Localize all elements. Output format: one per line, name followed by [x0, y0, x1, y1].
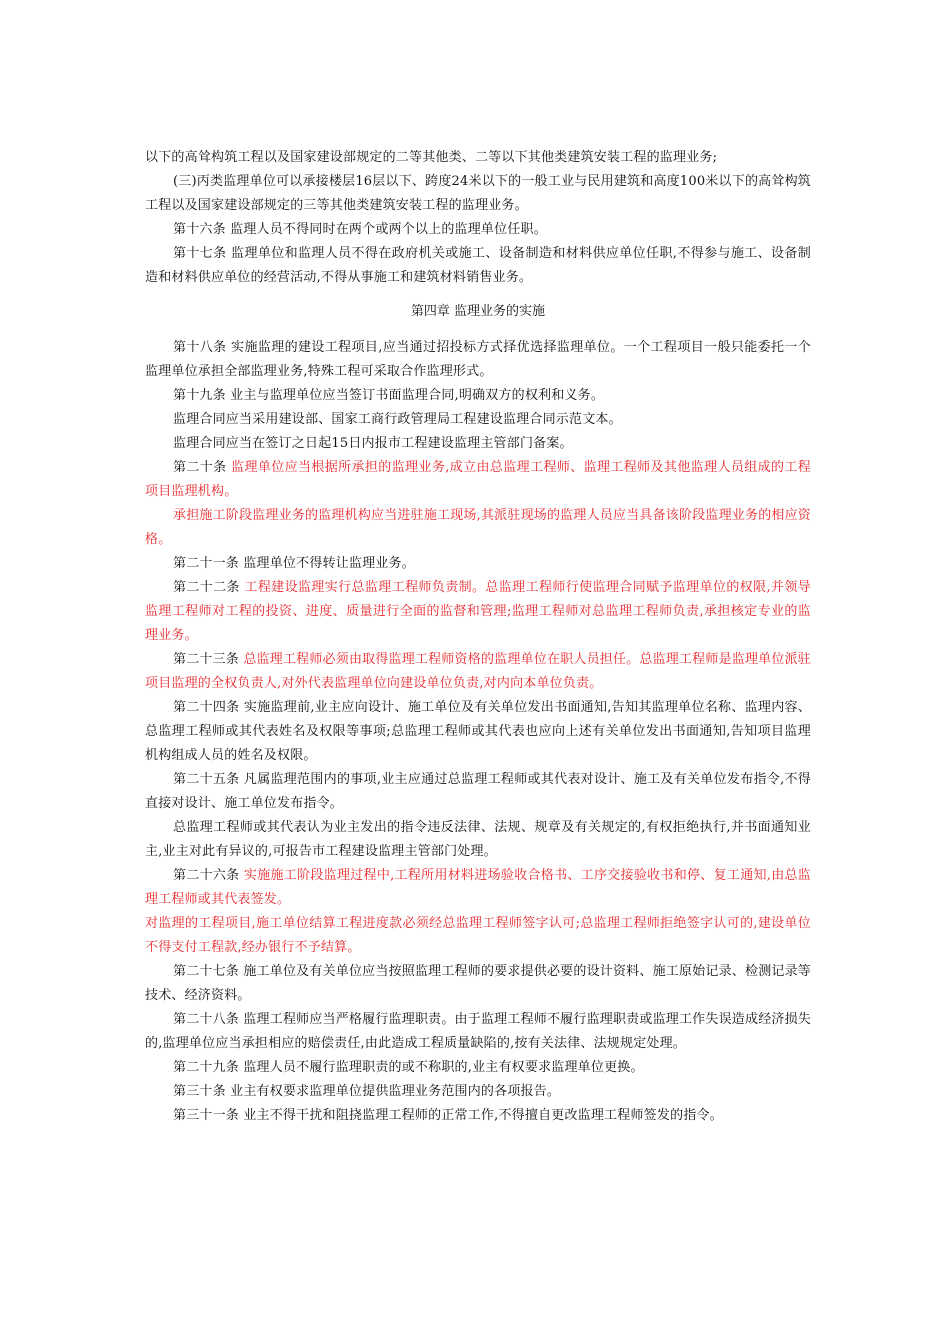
article-27: 第二十七条 施工单位及有关单位应当按照监理工程师的要求提供必要的设计资料、施工原始记录、检测记录等技术、经济资料。	[145, 964, 811, 1003]
highlighted-text: 实施施工阶段监理过程中,工程所用材料进场验收合格书、工序交接验收书和停、复工通知,由总监理工程师或其代表签发。	[145, 868, 811, 907]
highlighted-paragraph: 承担施工阶段监理业务的监理机构应当进驻施工现场,其派驻现场的监理人员应当具备该阶段监理业务的相应资格。	[145, 508, 811, 547]
article-number: 第二十条	[173, 460, 232, 475]
highlighted-text: 监理单位应当根据所承担的监理业务,成立由总监理工程师、监理工程师及其他监理人员组成的工程项目监理机构。	[145, 460, 811, 499]
article-26	[145, 864, 811, 912]
article-21: 第二十一条 监理单位不得转让监理业务。	[173, 556, 415, 571]
article-22	[145, 576, 811, 648]
article-25: 第二十五条 凡属监理范围内的事项,业主应通过总监理工程师或其代表对设计、施工及有关单位发布指令,不得直接对设计、施工单位发布指令。	[145, 772, 811, 811]
article-30: 第三十条 业主有权要求监理单位提供监理业务范围内的各项报告。	[173, 1084, 561, 1099]
article-24: 第二十四条 实施监理前,业主应向设计、施工单位及有关单位发出书面通知,告知其监理单位名称、监理内容、总监理工程师或其代表姓名及权限等事项;总监理工程师或其代表也应向上述有关单位发出书面通知,告知项目监理机构组成人员的姓名及权限。	[145, 700, 811, 763]
article-18: 第十八条 实施监理的建设工程项目,应当通过招投标方式择优选择监理单位。一个工程项目一般只能委托一个监理单位承担全部监理业务,特殊工程可采取合作监理形式。	[145, 340, 811, 379]
article-number: 第二十六条	[173, 868, 244, 883]
article-17: 第十七条 监理单位和监理人员不得在政府机关或施工、设备制造和材料供应单位任职,不得参与施工、设备制造和材料供应单位的经营活动,不得从事施工和建筑材料销售业务。	[145, 246, 811, 285]
document-body	[145, 146, 811, 1128]
paragraph: 以下的高耸构筑工程以及国家建设部规定的二等其他类、二等以下其他类建筑安装工程的监理业务;	[145, 150, 718, 165]
paragraph: 总监理工程师或其代表认为业主发出的指令违反法律、法规、规章及有关规定的,有权拒绝执行,并书面通知业主,业主对此有异议的,可报告市工程建设监理主管部门处理。	[145, 820, 811, 859]
highlighted-text: 工程建设监理实行总监理工程师负责制。总监理工程师行使监理合同赋予监理单位的权限,并领导监理工程师对工程的投资、进度、质量进行全面的监督和管理;监理工程师对总监理工程师负责,承担核定专业的监理业务。	[145, 580, 811, 643]
paragraph: (三)丙类监理单位可以承接楼层16层以下、跨度24米以下的一般工业与民用建筑和高度100米以下的高耸构筑工程以及国家建设部规定的三等其他类建筑安装工程的监理业务。	[145, 174, 811, 213]
article-31: 第三十一条 业主不得干扰和阻挠监理工程师的正常工作,不得擅自更改监理工程师签发的指令。	[173, 1108, 723, 1123]
article-number: 第二十二条	[173, 580, 245, 595]
paragraph: 监理合同应当在签订之日起15日内报市工程建设监理主管部门备案。	[173, 436, 573, 451]
article-number: 第二十三条	[173, 652, 244, 667]
highlighted-text: 总监理工程师必须由取得监理工程师资格的监理单位在职人员担任。总监理工程师是监理单位派驻项目监理的全权负责人,对外代表监理单位向建设单位负责,对内向本单位负责。	[145, 652, 811, 691]
highlighted-paragraph: 对监理的工程项目,施工单位结算工程进度款必须经总监理工程师签字认可;总监理工程师拒绝签字认可的,建设单位不得支付工程款,经办银行不予结算。	[145, 916, 811, 955]
article-16: 第十六条 监理人员不得同时在两个或两个以上的监理单位任职。	[173, 222, 547, 237]
article-23	[145, 648, 811, 696]
article-29: 第二十九条 监理人员不履行监理职责的或不称职的,业主有权要求监理单位更换。	[173, 1060, 644, 1075]
chapter-heading: 第四章 监理业务的实施	[410, 304, 546, 319]
article-19: 第十九条 业主与监理单位应当签订书面监理合同,明确双方的权利和义务。	[173, 388, 605, 403]
article-28: 第二十八条 监理工程师应当严格履行监理职责。由于监理工程师不履行监理职责或监理工作失误造成经济损失的,监理单位应当承担相应的赔偿责任,由此造成工程质量缺陷的,按有关法律、法规规定处理。	[145, 1012, 811, 1051]
paragraph: 监理合同应当采用建设部、国家工商行政管理局工程建设监理合同示范文本。	[173, 412, 622, 427]
article-20	[145, 456, 811, 504]
